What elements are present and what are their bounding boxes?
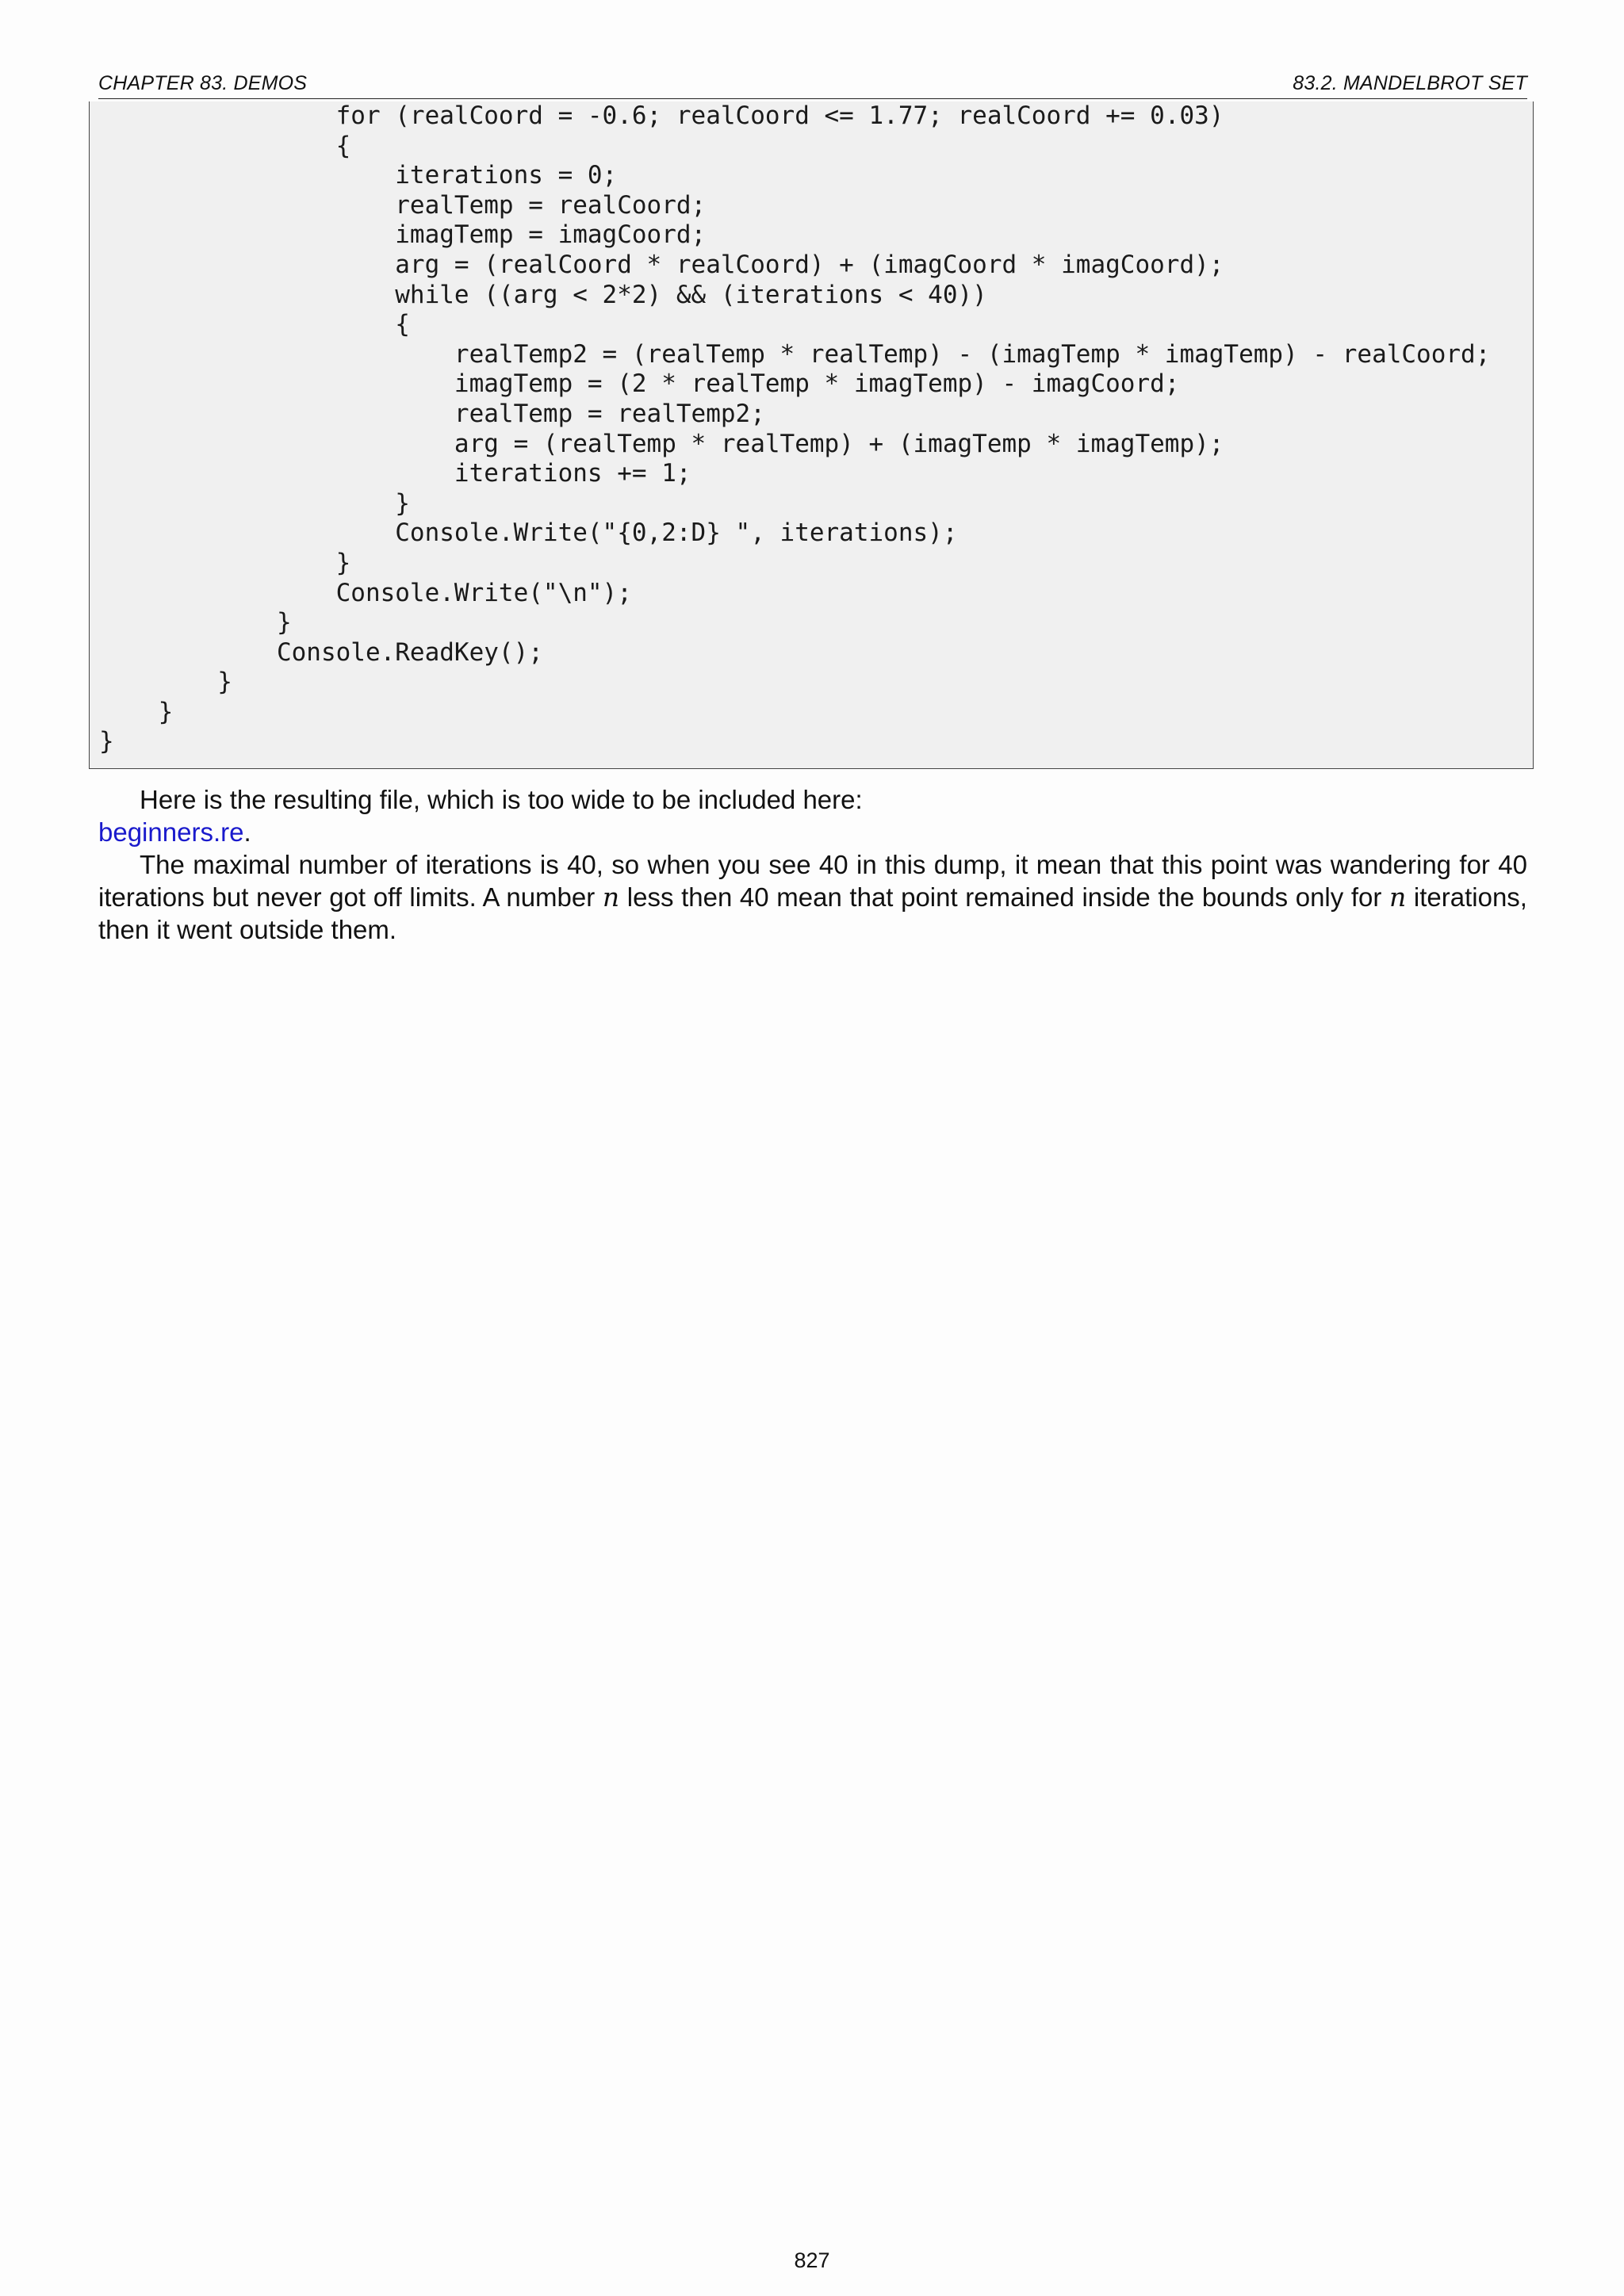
code-line: } [99,668,232,697]
paragraph-intro [98,783,1527,816]
code-line: iterations += 1; [99,459,691,488]
code-line: } [99,608,292,637]
code-line: while ((arg < 2*2) && (iterations < 40)) [99,280,987,309]
code-line: } [99,488,410,518]
explanation-part-1: The maximal number of iterations is 40, so when you see 40 in this dump, it mean that this point was wandering for 40 iterations but never got off limits. A number [98,850,1527,912]
code-line: arg = (realCoord * realCoord) + (imagCoord * imagCoord); [99,250,1224,279]
beginners-re-link[interactable]: beginners.re [98,817,244,847]
code-line: } [99,727,114,756]
code-line: realTemp2 = (realTemp * realTemp) - (imagTemp * imagTemp) - realCoord; [99,339,1491,369]
page-number: 827 [794,2248,830,2272]
code-line: } [99,697,174,726]
body-text [98,783,1527,946]
code-line: imagTemp = (2 * realTemp * imagTemp) - imagCoord; [99,369,1180,399]
link-period: . [243,817,251,847]
variable-n: n [602,882,620,913]
code-line: { [99,310,410,339]
paragraph-link [98,816,1527,848]
chapter-title: CHAPTER 83. DEMOS [98,72,308,94]
code-listing [89,101,1534,769]
code-line: realTemp = realCoord; [99,190,707,220]
code-line: arg = (realTemp * realTemp) + (imagTemp * imagTemp); [99,429,1224,458]
code-line: iterations = 0; [99,161,618,190]
code-line: Console.Write("\n"); [99,578,632,607]
code-line: for (realCoord = -0.6; realCoord <= 1.77; realCoord += 0.03) [99,101,1224,130]
variable-n: n [1389,882,1407,913]
intro-text: Here is the resulting file, which is too wide to be included here: [140,785,863,814]
code-line: Console.ReadKey(); [99,637,543,667]
explanation-part-2: less then 40 mean that point remained inside the bounds only for [619,882,1390,912]
explanation-part-3: iterations, then it went outside them. [98,882,1527,944]
code-line: { [99,131,351,160]
code-line: realTemp = realTemp2; [99,399,765,428]
paragraph-explanation [98,848,1527,946]
code-block [90,101,1490,757]
code-line: imagTemp = imagCoord; [99,220,707,250]
running-header [98,68,1527,99]
code-line: Console.Write("{0,2:D} ", iterations); [99,519,958,548]
section-title: 83.2. MANDELBROT SET [1293,72,1527,94]
code-line: } [99,548,351,577]
